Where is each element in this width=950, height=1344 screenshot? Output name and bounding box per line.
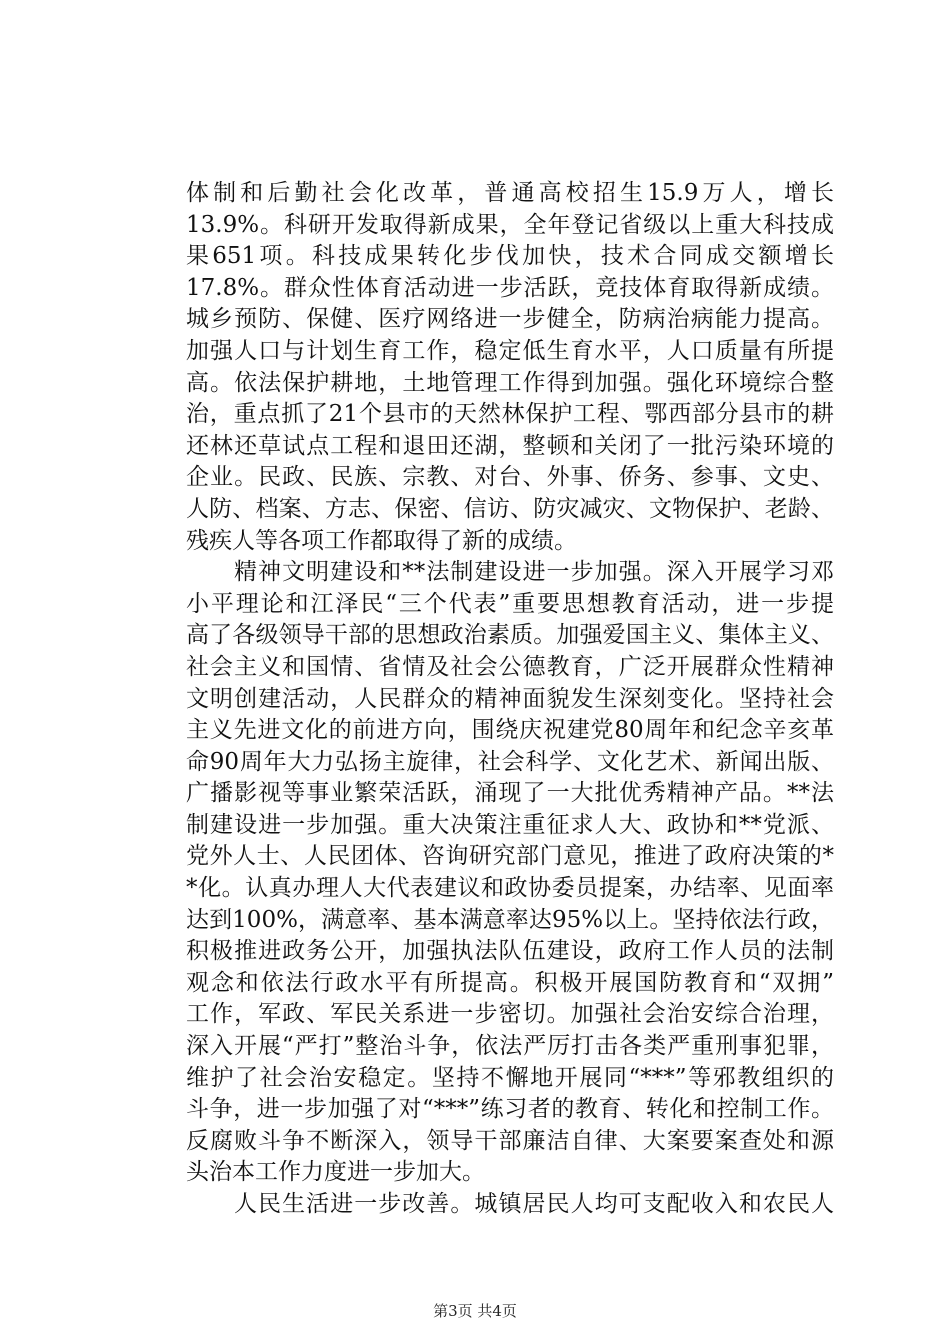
body-text bbox=[186, 178, 834, 1221]
text-line: 命90周年大力弘扬主旋律，社会科学、文化艺术、新闻出版、 bbox=[186, 748, 834, 775]
paragraph-first-line: 精神文明建设和**法制建设进一步加强。深入开展学习邓 bbox=[234, 559, 834, 586]
text-line: 还林还草试点工程和退田还湖，整顿和关闭了一批污染环境的 bbox=[186, 432, 834, 459]
text-line: 广播影视等事业繁荣活跃，涌现了一大批优秀精神产品。**法 bbox=[186, 780, 834, 807]
text-line: 加强人口与计划生育工作，稳定低生育水平，人口质量有所提 bbox=[186, 337, 834, 364]
text-line: 主义先进文化的前进方向，围绕庆祝建党80周年和纪念辛亥革 bbox=[186, 717, 834, 744]
text-line: 维护了社会治安稳定。坚持不懈地开展同“***”等邪教组织的 bbox=[186, 1064, 834, 1091]
text-line: 制建设进一步加强。重大决策注重征求人大、政协和**党派、 bbox=[186, 811, 834, 838]
text-line: 达到100%，满意率、基本满意率达95%以上。坚持依法行政， bbox=[186, 906, 834, 933]
text-line: 体制和后勤社会化改革，普通高校招生15.9万人，增长 bbox=[186, 180, 834, 206]
page-footer: 第3页 共4页 bbox=[433, 1302, 517, 1320]
text-line: 小平理论和江泽民“三个代表”重要思想教育活动，进一步提 bbox=[186, 590, 834, 617]
text-line: 果651项。科技成果转化步伐加快，技术合同成交额增长 bbox=[186, 243, 834, 270]
text-line: 高。依法保护耕地，土地管理工作得到加强。强化环境综合整 bbox=[186, 369, 834, 396]
text-line: 人防、档案、方志、保密、信访、防灾减灾、文物保护、老龄、 bbox=[186, 495, 834, 522]
text-line: 17.8%。群众性体育活动进一步活跃，竞技体育取得新成绩。 bbox=[186, 274, 834, 301]
text-line: 工作，军政、军民关系进一步密切。加强社会治安综合治理， bbox=[186, 1001, 834, 1028]
text-line: 治，重点抓了21个县市的天然林保护工程、鄂西部分县市的耕 bbox=[186, 401, 834, 428]
text-line: 反腐败斗争不断深入，领导干部廉洁自律、大案要案查处和源 bbox=[186, 1127, 834, 1154]
text-line: 观念和依法行政水平有所提高。积极开展国防教育和“双拥” bbox=[186, 969, 834, 996]
text-line: *化。认真办理人大代表建议和政协委员提案，办结率、见面率 bbox=[186, 875, 834, 902]
text-line: 企业。民政、民族、宗教、对台、外事、侨务、参事、文史、 bbox=[186, 464, 834, 491]
text-line: 社会主义和国情、省情及社会公德教育，广泛开展群众性精神 bbox=[186, 653, 834, 680]
text-line: 头治本工作力度进一步加大。 bbox=[186, 1159, 485, 1186]
text-line: 文明创建活动，人民群众的精神面貌发生深刻变化。坚持社会 bbox=[186, 685, 834, 712]
text-line: 党外人士、人民团体、咨询研究部门意见，推进了政府决策的* bbox=[186, 843, 834, 870]
text-line: 13.9%。科研开发取得新成果，全年登记省级以上重大科技成 bbox=[186, 211, 834, 238]
text-line: 高了各级领导干部的思想政治素质。加强爱国主义、集体主义、 bbox=[186, 622, 834, 649]
text-line: 积极推进政务公开，加强执法队伍建设，政府工作人员的法制 bbox=[186, 938, 834, 965]
text-line: 斗争，进一步加强了对“***”练习者的教育、转化和控制工作。 bbox=[186, 1096, 834, 1123]
text-line: 残疾人等各项工作都取得了新的成绩。 bbox=[186, 527, 577, 554]
paragraph-first-line: 人民生活进一步改善。城镇居民人均可支配收入和农民人 bbox=[234, 1191, 834, 1217]
text-line: 城乡预防、保健、医疗网络进一步健全，防病治病能力提高。 bbox=[186, 306, 834, 333]
text-line: 深入开展“严打”整治斗争，依法严厉打击各类严重刑事犯罪， bbox=[186, 1033, 834, 1060]
